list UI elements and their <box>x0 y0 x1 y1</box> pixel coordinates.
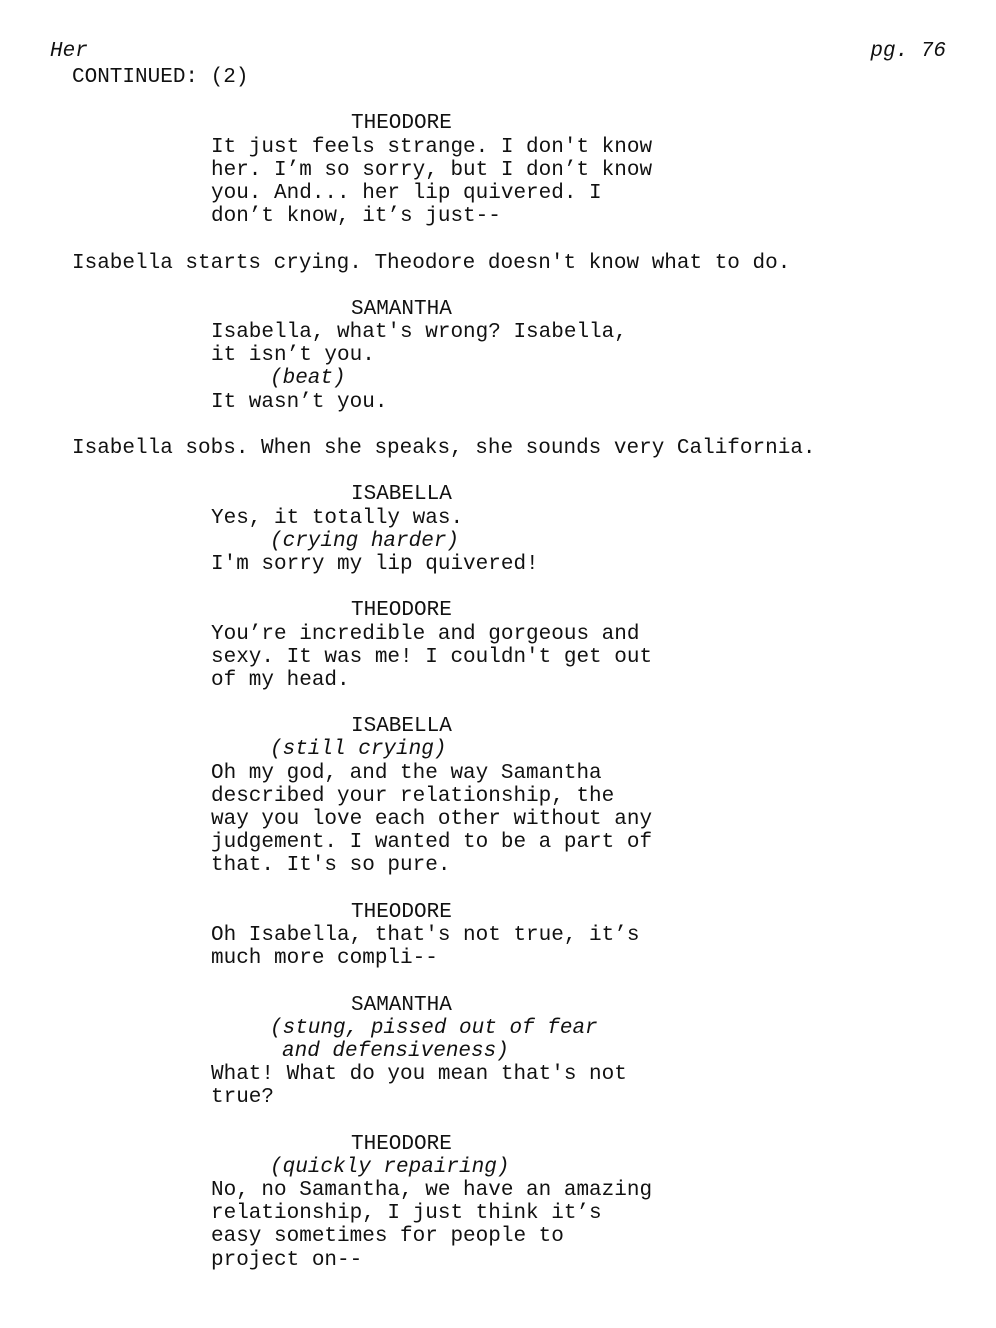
parenthetical: and defensiveness) <box>282 1039 509 1063</box>
blank-line <box>0 89 996 112</box>
parenthetical: (quickly repairing) <box>270 1155 510 1179</box>
dialogue-line: that. It's so pure. <box>211 854 451 878</box>
dialogue-line: much more compli-- <box>211 947 438 971</box>
dialogue-line: relationship, I just think it’s <box>211 1202 602 1226</box>
dialogue-line: her. I’m so sorry, but I don’t know <box>211 158 653 182</box>
dialogue-line: easy sometimes for people to <box>211 1225 564 1249</box>
dialogue-line: I'm sorry my lip quivered! <box>211 552 539 576</box>
character-cue: ISABELLA <box>351 715 452 739</box>
dialogue-line: Oh Isabella, that's not true, it’s <box>211 923 640 947</box>
action-line: CONTINUED: (2) <box>72 66 249 89</box>
character-cue: THEODORE <box>351 112 452 136</box>
dialogue-line: No, no Samantha, we have an amazing <box>211 1179 653 1202</box>
dialogue-line: described your relationship, the <box>211 784 615 808</box>
character-cue: SAMANTHA <box>351 993 452 1017</box>
dialogue-line: of my head. <box>211 668 350 692</box>
dialogue-line: It wasn’t you. <box>211 390 388 414</box>
dialogue-line: true? <box>211 1086 275 1110</box>
parenthetical: (beat) <box>270 367 346 391</box>
blank-line <box>0 414 996 437</box>
blank-line <box>0 275 996 298</box>
blank-line <box>0 878 996 901</box>
character-cue: ISABELLA <box>351 483 452 507</box>
dialogue-line: way you love each other without any <box>211 808 653 831</box>
parenthetical: (crying harder) <box>270 529 460 553</box>
dialogue-line: You’re incredible and gorgeous and <box>211 622 640 646</box>
dialogue-line: judgement. I wanted to be a part of <box>211 831 653 855</box>
page-number: pg. 76 <box>870 40 946 63</box>
script-body <box>0 66 996 1272</box>
action-line: Isabella sobs. When she speaks, she sounds very California. <box>72 437 816 460</box>
dialogue-line: sexy. It was me! I couldn't get out <box>211 645 653 669</box>
blank-line <box>0 970 996 993</box>
blank-line <box>0 692 996 715</box>
dialogue-line: don’t know, it’s just-- <box>211 205 501 229</box>
character-cue: THEODORE <box>351 599 452 623</box>
character-cue: THEODORE <box>351 900 452 924</box>
blank-line <box>0 460 996 483</box>
blank-line <box>0 1109 996 1132</box>
character-cue: SAMANTHA <box>351 297 452 321</box>
dialogue-line: project on-- <box>211 1248 363 1272</box>
dialogue-line: Isabella, what's wrong? Isabella, <box>211 321 627 345</box>
blank-line <box>0 228 996 251</box>
script-title: Her <box>50 40 88 63</box>
dialogue-line: it isn’t you. <box>211 344 375 368</box>
parenthetical: (still crying) <box>270 738 447 762</box>
dialogue-line: Oh my god, and the way Samantha <box>211 761 602 785</box>
dialogue-line: It just feels strange. I don't know <box>211 135 653 159</box>
action-line: Isabella starts crying. Theodore doesn't know what to do. <box>72 251 791 275</box>
character-cue: THEODORE <box>351 1132 452 1156</box>
dialogue-line: What! What do you mean that's not <box>211 1063 627 1087</box>
dialogue-line: Yes, it totally was. <box>211 506 464 530</box>
blank-line <box>0 576 996 599</box>
dialogue-line: you. And... her lip quivered. I <box>211 181 602 205</box>
parenthetical: (stung, pissed out of fear <box>270 1016 598 1040</box>
